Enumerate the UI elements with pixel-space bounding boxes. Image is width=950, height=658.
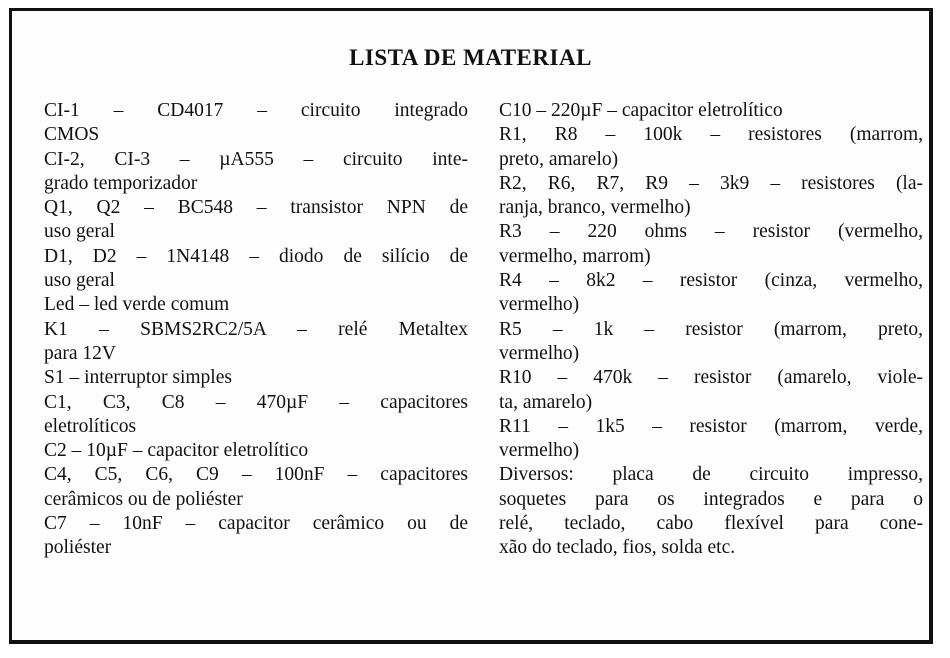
material-line: soquetes para os integrados e para o	[499, 488, 923, 510]
material-line: ranja, branco, vermelho)	[499, 197, 691, 219]
material-line: vermelho)	[499, 294, 580, 316]
material-line: vermelho)	[499, 440, 580, 462]
material-line: CI-1 – CD4017 – circuito integrado	[44, 100, 468, 121]
material-line: R5 – 1k – resistor (marrom, preto,	[499, 318, 923, 340]
right-column	[499, 99, 923, 561]
material-line: R10 – 470k – resistor (amarelo, viole-	[499, 367, 923, 389]
material-line: preto, amarelo)	[499, 148, 619, 170]
material-line: K1 – SBMS2RC2/5A – relé Metaltex	[44, 318, 468, 340]
material-line: R4 – 8k2 – resistor (cinza, vermelho,	[499, 270, 923, 292]
material-line: vermelho, marrom)	[499, 245, 651, 267]
material-line: R1, R8 – 100k – resistores (marrom,	[499, 124, 923, 146]
material-line: D1, D2 – 1N4148 – diodo de silício de	[44, 245, 468, 267]
material-line: CI-2, CI-3 – µA555 – circuito inte-	[44, 148, 468, 170]
material-line: R2, R6, R7, R9 – 3k9 – resistores (la-	[499, 172, 923, 194]
material-line: eletrolíticos	[44, 415, 137, 437]
material-line: Diversos: placa de circuito impresso,	[499, 464, 923, 486]
material-line: poliéster	[44, 537, 112, 559]
material-line: C4, C5, C6, C9 – 100nF – capacitores	[44, 464, 468, 486]
material-line: para 12V	[44, 342, 117, 364]
material-line: xão do teclado, fios, solda etc.	[499, 537, 736, 559]
material-line: cerâmicos ou de poliéster	[44, 488, 243, 510]
material-line: grado temporizador	[44, 172, 198, 194]
material-line: C10 – 220µF – capacitor eletrolítico	[499, 100, 783, 121]
material-line: C1, C3, C8 – 470µF – capacitores	[44, 391, 468, 413]
material-line: uso geral	[44, 270, 115, 292]
material-line: relé, teclado, cabo flexível para cone-	[499, 513, 923, 535]
material-list-box	[9, 8, 933, 644]
material-line: S1 – interruptor simples	[44, 367, 232, 389]
material-line: vermelho)	[499, 342, 580, 364]
list-title: LISTA DE MATERIAL	[349, 45, 592, 70]
material-line: ta, amarelo)	[499, 391, 593, 413]
material-line: Q1, Q2 – BC548 – transistor NPN de	[44, 197, 468, 219]
material-line: Led – led verde comum	[44, 294, 230, 316]
material-line: C7 – 10nF – capacitor cerâmico ou de	[44, 513, 468, 535]
material-line: uso geral	[44, 221, 115, 243]
material-line: C2 – 10µF – capacitor eletrolítico	[44, 440, 309, 462]
left-column	[44, 99, 468, 561]
material-line: R3 – 220 ohms – resistor (vermelho,	[499, 221, 923, 243]
material-line: R11 – 1k5 – resistor (marrom, verde,	[499, 415, 923, 437]
material-line: CMOS	[44, 124, 100, 146]
